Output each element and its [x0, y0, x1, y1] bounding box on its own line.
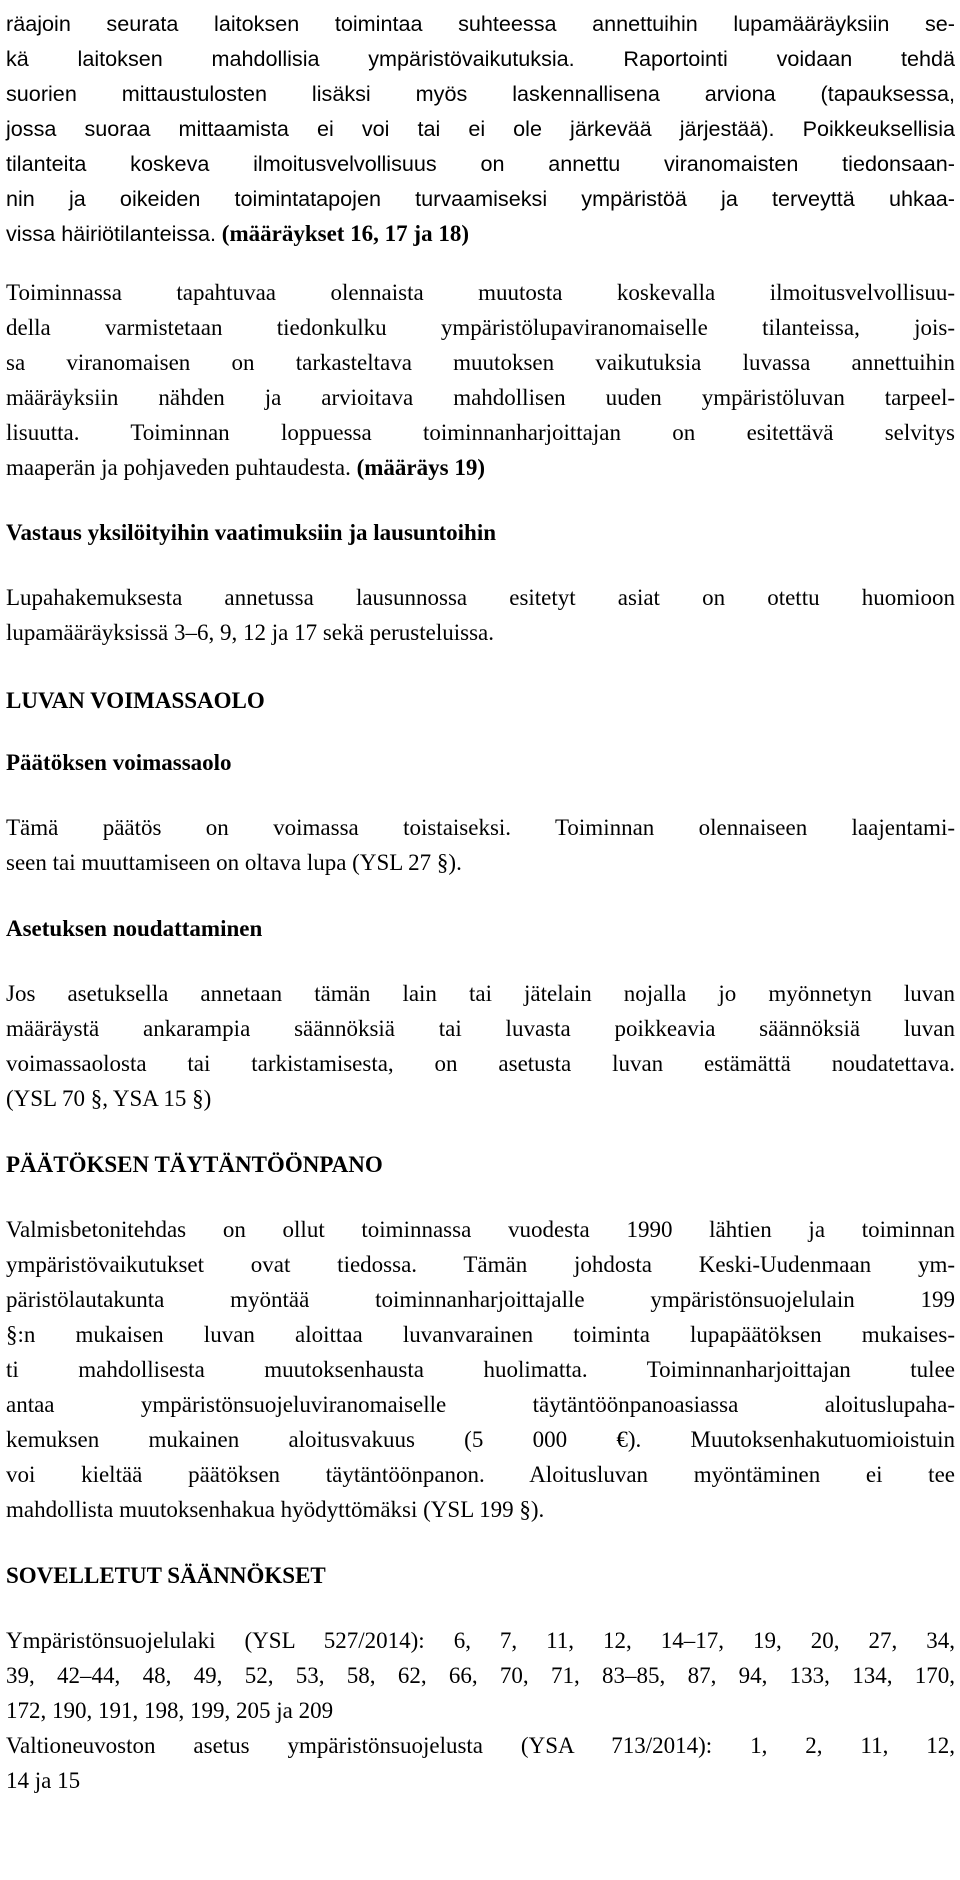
changes-line: määräyksiin nähden ja arvioitava mahdollisen uuden ympäristöluvan tarpeel-	[6, 385, 955, 410]
intro-line	[6, 216, 955, 252]
changes-line: della varmistetaan tiedonkulku ympäristölupaviranomaiselle tilanteissa, jois-	[6, 315, 955, 340]
decree-line: voimassaolosta tai tarkistamisesta, on asetusta luvan estämättä noudatettava.	[6, 1051, 955, 1076]
enforcement-line: ympäristövaikutukset ovat tiedossa. Tämän johdosta Keski-Uudenmaan ym-	[6, 1252, 955, 1277]
intro-line: räajoin seurata laitoksen toimintaa suhteessa annettuihin lupamääräyksiin se-	[6, 11, 955, 36]
changes-line	[6, 450, 955, 486]
intro-line: kä laitoksen mahdollisia ympäristövaikutuksia. Raportointi voidaan tehdä	[6, 46, 955, 71]
intro-text-sans: vissa häiriötilanteissa.	[6, 221, 217, 246]
decree-line: määräystä ankarampia säännöksiä tai luvasta poikkeavia säännöksiä luvan	[6, 1016, 955, 1041]
changes-regulation-ref: (määräys 19)	[356, 455, 485, 480]
intro-line: tilanteita koskeva ilmoitusvelvollisuus on annettu viranomaisten tiedonsaan-	[6, 151, 955, 176]
enforcement-line: Valmisbetonitehdas on ollut toiminnassa vuodesta 1990 lähtien ja toiminnan	[6, 1217, 955, 1242]
enforcement-line: mahdollista muutoksenhakua hyödyttömäksi (YSL 199 §).	[6, 1497, 545, 1522]
rules-line: 39, 42–44, 48, 49, 52, 53, 58, 62, 66, 70, 71, 83–85, 87, 94, 133, 134, 170,	[6, 1663, 955, 1688]
enforcement-line: §:n mukaisen luvan aloittaa luvanvarainen toiminta lupapäätöksen mukaises-	[6, 1322, 955, 1347]
rules-line: 172, 190, 191, 198, 199, 205 ja 209	[6, 1698, 334, 1723]
enforcement-heading: PÄÄTÖKSEN TÄYTÄNTÖÖNPANO	[6, 1152, 383, 1177]
enforcement-line: voi kieltää päätöksen täytäntöönpanon. Aloitusluvan myöntäminen ei tee	[6, 1462, 955, 1487]
response-heading: Vastaus yksilöityihin vaatimuksiin ja lausuntoihin	[6, 520, 496, 545]
rules-heading: SOVELLETUT SÄÄNNÖKSET	[6, 1563, 326, 1588]
intro-line: suorien mittaustulosten lisäksi myös laskennallisena arviona (tapauksessa,	[6, 81, 955, 106]
intro-text-sans: jossa suoraa mittaamista ei voi tai ei ole järkevää järjestää).	[6, 116, 775, 141]
enforcement-line: kemuksen mukainen aloitusvakuus (5 000 €). Muutoksenhakutuomioistuin	[6, 1427, 955, 1452]
validity-line: seen tai muuttamiseen on oltava lupa (YSL 27 §).	[6, 850, 462, 875]
response-line: Lupahakemuksesta annetussa lausunnossa esitetyt asiat on otettu huomioon	[6, 585, 955, 610]
intro-line: nin ja oikeiden toimintatapojen turvaamiseksi ympäristöä ja terveyttä uhkaa-	[6, 186, 955, 211]
changes-line: lisuutta. Toiminnan loppuessa toiminnanharjoittajan on esitettävä selvitys	[6, 420, 955, 445]
rules-line: Valtioneuvoston asetus ympäristönsuojelusta (YSA 713/2014): 1, 2, 11, 12,	[6, 1733, 955, 1758]
decree-heading: Asetuksen noudattaminen	[6, 916, 263, 941]
response-line: lupamääräyksissä 3–6, 9, 12 ja 17 sekä perusteluissa.	[6, 620, 494, 645]
enforcement-line: antaa ympäristönsuojeluviranomaiselle täytäntöönpanoasiassa aloituslupaha-	[6, 1392, 955, 1417]
changes-text: maaperän ja pohjaveden puhtaudesta.	[6, 455, 351, 480]
intro-line	[6, 111, 955, 147]
validity-heading: LUVAN VOIMASSAOLO	[6, 688, 265, 713]
changes-line: Toiminnassa tapahtuvaa olennaista muutosta koskevalla ilmoitusvelvollisuu-	[6, 280, 955, 305]
enforcement-line: päristölautakunta myöntää toiminnanharjoittajalle ympäristönsuojelulain 199	[6, 1287, 955, 1312]
rules-line: 14 ja 15	[6, 1768, 81, 1793]
intro-regulation-ref: (määräykset 16, 17 ja 18)	[221, 221, 470, 246]
decree-line: (YSL 70 §, YSA 15 §)	[6, 1086, 212, 1111]
changes-line: sa viranomaisen on tarkasteltava muutoksen vaikutuksia luvassa annettuihin	[6, 350, 955, 375]
rules-line: Ympäristönsuojelulaki (YSL 527/2014): 6, 7, 11, 12, 14–17, 19, 20, 27, 34,	[6, 1628, 955, 1653]
intro-text-sans: Poikkeuksellisia	[774, 116, 955, 141]
validity-line: Tämä päätös on voimassa toistaiseksi. Toiminnan olennaiseen laajentami-	[6, 815, 955, 840]
decree-line: Jos asetuksella annetaan tämän lain tai jätelain nojalla jo myönnetyn luvan	[6, 981, 955, 1006]
enforcement-line: ti mahdollisesta muutoksenhausta huolimatta. Toiminnanharjoittajan tulee	[6, 1357, 955, 1382]
validity-subheading: Päätöksen voimassaolo	[6, 750, 232, 775]
